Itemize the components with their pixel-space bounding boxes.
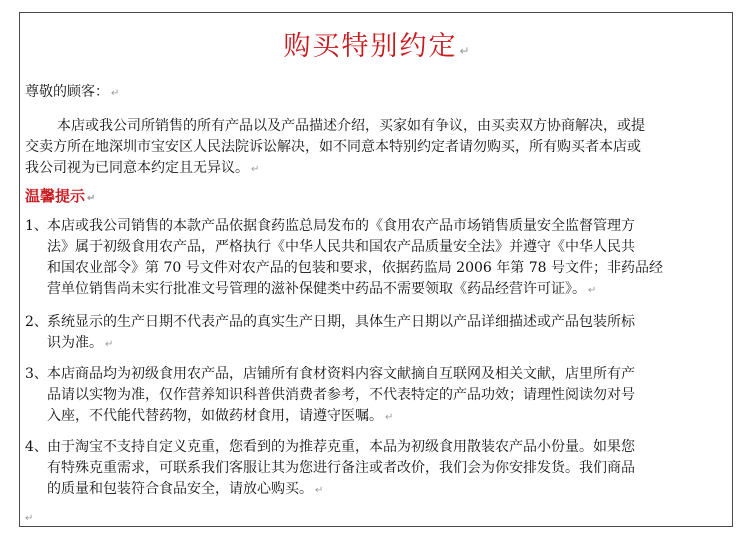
paragraph-mark-icon: ↵ <box>385 412 394 423</box>
tip-item-1 <box>25 216 727 301</box>
intro-line: 交卖方所在地深圳市宝安区人民法院诉讼解决，如不同意本特别约定者请勿购买，所有购买者本店或 <box>25 139 641 155</box>
tip-line: 本店商品均为初级食用农产品，店铺所有食材资料内容文献摘自互联网及相关文献，店里所有产 <box>47 366 635 382</box>
paragraph-mark-icon: ↵ <box>251 164 260 175</box>
tip-number: 4、 <box>25 439 48 455</box>
tip-line: 由于淘宝不支持自定义克重，您看到的为推荐克重，本品为初级食用散装农产品小份量。如果您 <box>47 439 635 455</box>
tip-number: 2、 <box>25 314 48 330</box>
paragraph-mark-icon: ↵ <box>87 193 96 204</box>
tip-number: 3、 <box>25 366 48 382</box>
tip-line: 品请以实物为准，仅作营养知识科普供消费者参考，不代表特定的产品功效；请理性阅读勿对号 <box>47 387 635 403</box>
tip-line: 识为准。 ↵ <box>47 335 114 351</box>
intro-paragraph <box>25 116 725 180</box>
tip-item-3 <box>25 364 727 428</box>
tip-line: 入座，不代能代替药物，如做药材食用，请遵守医嘱。 ↵ <box>47 408 394 424</box>
tip-item-4 <box>25 437 727 501</box>
paragraph-mark-icon: ↵ <box>105 339 114 350</box>
paragraph-mark-icon: ↵ <box>588 285 597 296</box>
tips-heading <box>25 186 95 209</box>
document-title <box>0 30 753 68</box>
tip-item-2 <box>25 312 727 355</box>
intro-line: 本店或我公司所销售的所有产品以及产品描述介绍，买家如有争议，由买卖双方协商解决，或提 <box>57 118 645 134</box>
tip-line: 系统显示的生产日期不代表产品的真实生产日期，具体生产日期以产品详细描述或产品包装所标 <box>47 314 635 330</box>
paragraph-mark-icon: ↵ <box>459 44 470 58</box>
tip-line: 和国农业部令》第 70 号文件对农产品的包装和要求，依据药监局 2006 年第 78 号文件；非药品经 <box>47 260 663 276</box>
tip-line: 法》属于初级食用农产品，严格执行《中华人民共和国农产品质量安全法》并遵守《中华人民共 <box>47 239 635 255</box>
paragraph-mark-icon: ↵ <box>25 513 34 524</box>
tip-line: 的质量和包装符合食品安全，请放心购买。 ↵ <box>47 481 324 497</box>
tip-number: 1、 <box>25 218 48 234</box>
greeting-text: 尊敬的顾客： <box>25 84 109 100</box>
tip-line: 本店或我公司销售的本款产品依据食药监总局发布的《食用农产品市场销售质量安全监督管理方 <box>47 218 635 234</box>
greeting <box>25 82 119 104</box>
tip-line: 营单位销售尚未实行批准文号管理的滋补保健类中药品不需要领取《药品经营许可证》。 ↵ <box>47 281 597 297</box>
paragraph-mark-icon: ↵ <box>111 88 120 99</box>
paragraph-mark-icon: ↵ <box>315 485 324 496</box>
title-text: 购买特别约定 <box>283 31 458 62</box>
tips-heading-text: 温馨提示 <box>25 187 86 205</box>
tip-line: 有特殊克重需求，可联系我们客服让其为您进行备注或者改价，我们会为你安排发货。我们商品 <box>47 460 635 476</box>
intro-line: 我公司视为已同意本约定且无异议。 ↵ <box>25 160 260 176</box>
